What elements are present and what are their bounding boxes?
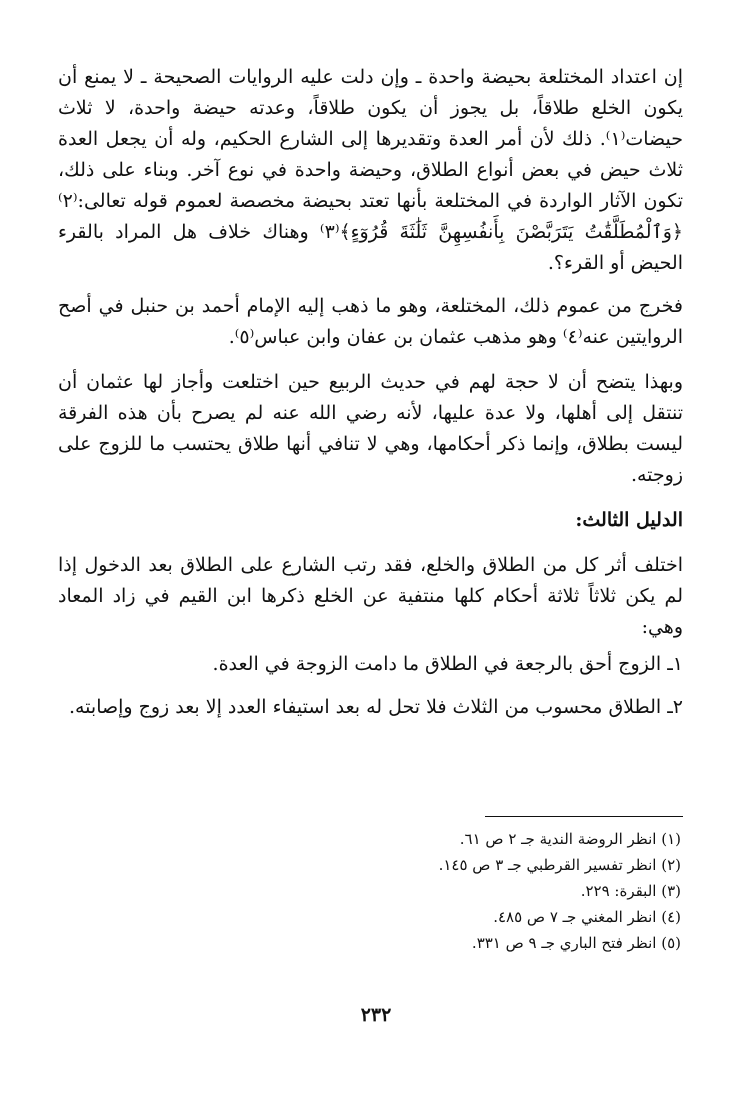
list-item-2: ٢ـ الطلاق محسوب من الثلاث فلا تحل له بعد استيفاء العدد إلا بعد زوج وإصابته. (68, 696, 683, 718)
footnote-5: (٥) انظر فتح الباري جـ ٩ ص ٣٣١. (471, 934, 681, 952)
footnotes (58, 826, 683, 956)
paragraph-1: إن اعتداد المختلعة بحيضة واحدة ـ وإن دلت عليه الروايات الصحيحة ـ لا يمنع أن يكون الخلع طلاقاً، بل يجوز أن يكون طلاقاً، وعدته حيضة واحدة، لا ثلاث حيضات⁽١⁾. ذلك لأن أمر العدة وتقديرها إلى الشارع الحكيم، وله أن يجعل العدة ثلاث حيض في بعض أنواع الطلاق، وحيضة واحدة في نوع آخر. وبناء على ذلك، تكون الآثار الواردة في المختلعة بأنها تعتد بحيضة مخصصة لعموم قوله تعالى:⁽٢⁾ ﴿وَٱلْمُطَلَّقَٰتُ يَتَرَبَّصْنَ بِأَنفُسِهِنَّ ثَلَٰثَةَ قُرُوٓءٍ﴾⁽٣⁾ وهناك خلاف هل المراد بالقرء الحيض أو القرء؟. (58, 66, 683, 274)
paragraph-2: فخرج من عموم ذلك، المختلعة، وهو ما ذهب إليه الإمام أحمد بن حنبل في أصح الروايتين عنه⁽٤⁾ وهو مذهب عثمان بن عفان وابن عباس⁽٥⁾. (58, 295, 683, 348)
footnote-4: (٤) انظر المغني جـ ٧ ص ٤٨٥. (493, 908, 681, 926)
section-heading: الدليل الثالث: (575, 509, 683, 531)
paragraph-3: وبهذا يتضح أن لا حجة لهم في حديث الربيع حين اختلعت وأجاز لها عثمان أن تنتقل إلى أهلها، ولا عدة عليها، لأنه رضي الله عنه لم يصرح بأن هذه الفرقة ليست بطلاق، وإنما ذكر أحكامها، وهي لا تنافي أنها طلاق يحتسب ما للزوج على زوجته. (58, 371, 683, 486)
footnote-2: (٢) انظر تفسير القرطبي جـ ٣ ص ١٤٥. (438, 856, 681, 874)
footnote-divider (485, 816, 683, 817)
page-body (58, 62, 683, 735)
list-item-1: ١ـ الزوج أحق بالرجعة في الطلاق ما دامت الزوجة في العدة. (212, 653, 683, 675)
footnote-1: (١) انظر الروضة الندية جـ ٢ ص ٦١. (459, 830, 681, 848)
page-number: ٢٣٢ (360, 1004, 392, 1026)
footnote-3: (٣) البقرة: ٢٢٩. (580, 882, 681, 900)
paragraph-4: اختلف أثر كل من الطلاق والخلع، فقد رتب الشارع على الطلاق بعد الدخول إذا لم يكن ثلاثاً ثلاثة أحكام كلها منتفية عن الخلع ذكرها ابن القيم في زاد المعاد وهي: (58, 554, 683, 638)
